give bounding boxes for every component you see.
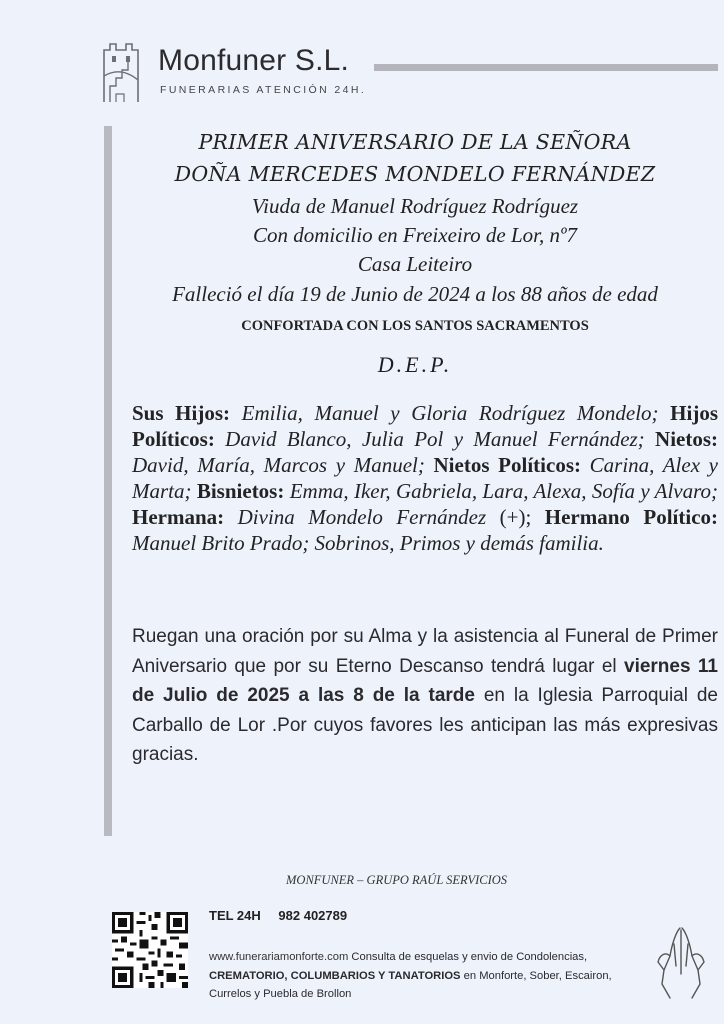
family-label-children-in-law: Hijos Políticos: (132, 401, 719, 451)
sacraments-line: CONFORTADA CON LOS SANTOS SACRAMENTOS (241, 318, 589, 334)
footer-info (209, 948, 649, 1004)
header-rule (374, 64, 718, 71)
title-line-2: DOÑA MERCEDES MONDELO FERNÁNDEZ (174, 162, 656, 186)
widow-line: Viuda de Manuel Rodríguez Rodríguez (251, 194, 579, 218)
info-text-2: en Monforte, Sober, Escairon, Currelos y Puebla de Brollon (209, 969, 612, 1000)
qr-code-icon[interactable] (112, 912, 188, 988)
family-sister: Divina Mondelo Fernández (237, 505, 487, 529)
family-label-grandchildren: Nietos: (655, 427, 719, 451)
website-link[interactable]: www.funerariamonforte.com (209, 951, 349, 963)
family-label-brother-in-law: Hermano Político: (544, 505, 719, 529)
family-paragraph (132, 400, 718, 556)
domicile-line: Con domicilio en Freixeiro de Lor, nº7 (252, 223, 577, 247)
family-label-grandchildren-in-law: Nietos Políticos: (433, 453, 581, 477)
family-grandchildren-in-law: Carina, Alex y Marta; (132, 453, 719, 503)
info-services: CREMATORIO, COLUMBARIOS Y TANATORIOS (209, 969, 461, 982)
title-line-1: PRIMER ANIVERSARIO DE LA SEÑORA (198, 130, 632, 154)
brand-name: Monfuner S.L. (158, 44, 350, 77)
cross-icon: (+); (499, 505, 532, 529)
family-great-grandchildren: Emma, Iker, Gabriela, Lara, Alexa, Sofía y Alvaro; (289, 479, 719, 503)
brand-tagline: FUNERARIAS ATENCIÓN 24H. (160, 84, 367, 96)
family-children: Emilia, Manuel y Gloria Rodríguez Mondelo; (241, 401, 659, 425)
funeral-intro: Ruegan una oración por su Alma y la asistencia al Funeral de Primer Aniversario que por su Eterno Descanso tendrá lugar el (132, 626, 718, 677)
family-brother-in-law: Manuel Brito Prado; Sobrinos, Primos y demás familia. (132, 531, 604, 555)
family-label-great-grandchildren: Bisnietos: (196, 479, 285, 503)
phone-line (209, 908, 361, 923)
phone-label: TEL 24H (209, 908, 261, 923)
dep-line: D.E.P. (377, 352, 453, 377)
group-signature: MONFUNER – GRUPO RAÚL SERVICIOS (286, 873, 508, 887)
phone-number[interactable]: 982 402789 (278, 908, 348, 923)
funeral-paragraph (132, 622, 718, 770)
family-label-sister: Hermana: (132, 505, 225, 529)
family-label-children: Sus Hijos: (132, 401, 230, 425)
house-line: Casa Leiteiro (357, 252, 473, 276)
family-children-in-law: David Blanco, Julia Pol y Manuel Fernández; (225, 427, 645, 451)
family-grandchildren: David, María, Marcos y Manuel; (132, 453, 425, 477)
praying-hands-icon (650, 922, 712, 1002)
funeral-outro: en la Iglesia Parroquial de Carballo de Lor .Por cuyos favores les anticipan las más expresivas gracias. (132, 685, 718, 765)
monfuner-logo-icon (90, 36, 152, 106)
funeral-datetime: viernes 11 de Julio de 2025 a las 8 de la tarde (132, 655, 719, 706)
side-divider (104, 126, 112, 836)
death-line: Falleció el día 19 de Junio de 2024 a los 88 años de edad (172, 282, 658, 306)
info-text-1: Consulta de esquelas y envio de Condolencias, (351, 951, 588, 963)
